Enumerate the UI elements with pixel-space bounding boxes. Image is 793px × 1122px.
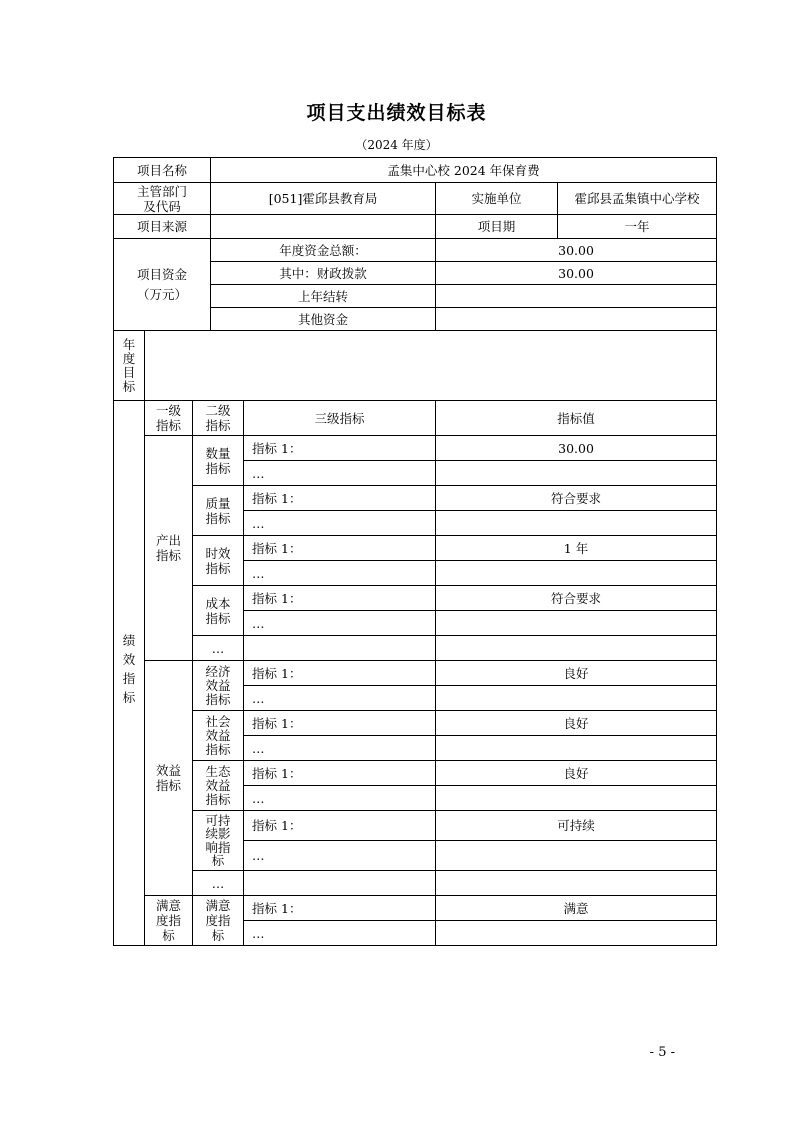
quality-value: 符合要求: [436, 486, 717, 511]
effect-label: 效益 指标: [145, 661, 193, 896]
annual-goal-label: 年 度 目 标: [114, 331, 145, 401]
funds-row-value: 30.00: [436, 239, 717, 262]
satisfaction-label: 满意 度指 标: [193, 896, 244, 946]
social-value: 良好: [436, 711, 717, 736]
timeliness-value: 1 年: [436, 536, 717, 561]
source-value: [211, 215, 436, 239]
quantity-value: 30.00: [436, 436, 717, 461]
document-title: 项目支出绩效目标表: [306, 102, 487, 124]
period-value: 一年: [558, 215, 717, 239]
funds-row-label: 上年结转: [211, 285, 436, 308]
social-label: 社会 效益 指标: [193, 711, 244, 761]
economic-label: 经济 效益 指标: [193, 661, 244, 711]
indicator-label: 指标 1：: [244, 486, 436, 511]
indicator-label: 指标 1：: [244, 586, 436, 611]
cost-label: 成本 指标: [193, 586, 244, 636]
quantity-label: 数量 指标: [193, 436, 244, 486]
impl-unit-value: 霍邱县孟集镇中心学校: [558, 183, 717, 215]
ecological-value: 良好: [436, 761, 717, 786]
ellipsis: …: [244, 786, 436, 811]
ellipsis: …: [244, 686, 436, 711]
satisfaction-value: 满意: [436, 896, 717, 921]
indicator-label: 指标 1：: [244, 811, 436, 841]
indicator-label: 指标 1：: [244, 661, 436, 686]
funds-row-value: 30.00: [436, 262, 717, 285]
year-note: （2024 年度）: [355, 138, 438, 152]
sustainable-label: 可持 续影 响指 标: [193, 811, 244, 871]
funds-row-value: [436, 308, 717, 331]
funds-label: 项目资金 （万元）: [114, 239, 211, 331]
header-l1: 一级 指标: [145, 401, 193, 436]
funds-row-label: 其他资金: [211, 308, 436, 331]
perf-side-label: 绩 效 指 标: [114, 401, 145, 946]
ellipsis: …: [193, 636, 244, 661]
output-label: 产出 指标: [145, 436, 193, 661]
header-value: 指标值: [436, 401, 717, 436]
indicator-label: 指标 1：: [244, 436, 436, 461]
funds-row-label: 年度资金总额：: [211, 239, 436, 262]
timeliness-label: 时效 指标: [193, 536, 244, 586]
funds-row-value: [436, 285, 717, 308]
project-name-value: 孟集中心校 2024 年保育费: [211, 158, 717, 183]
ellipsis: …: [244, 461, 436, 486]
economic-value: 良好: [436, 661, 717, 686]
ellipsis: …: [244, 921, 436, 946]
project-name-label: 项目名称: [114, 158, 211, 183]
ellipsis: …: [244, 511, 436, 536]
ellipsis: …: [244, 561, 436, 586]
quality-label: 质量 指标: [193, 486, 244, 536]
dept-value: [051]霍邱县教育局: [211, 183, 436, 215]
sustainable-value: 可持续: [436, 811, 717, 841]
period-label: 项目期: [436, 215, 558, 239]
dept-label: 主管部门 及代码: [114, 183, 211, 215]
impl-unit-label: 实施单位: [436, 183, 558, 215]
source-label: 项目来源: [114, 215, 211, 239]
satisfaction-category-label: 满意 度指 标: [145, 896, 193, 946]
cost-value: 符合要求: [436, 586, 717, 611]
ellipsis: …: [244, 736, 436, 761]
ellipsis: …: [193, 871, 244, 896]
indicator-label: 指标 1：: [244, 896, 436, 921]
header-l3: 三级指标: [244, 401, 436, 436]
ecological-label: 生态 效益 指标: [193, 761, 244, 811]
funds-row-label: 其中：财政拨款: [211, 262, 436, 285]
ellipsis: …: [244, 611, 436, 636]
indicator-label: 指标 1：: [244, 536, 436, 561]
indicator-label: 指标 1：: [244, 711, 436, 736]
ellipsis: …: [244, 841, 436, 871]
indicator-label: 指标 1：: [244, 761, 436, 786]
annual-goal-value: [145, 331, 717, 401]
page-number: - 5 -: [649, 1045, 675, 1060]
performance-target-table: [113, 157, 717, 946]
header-l2: 二级 指标: [193, 401, 244, 436]
